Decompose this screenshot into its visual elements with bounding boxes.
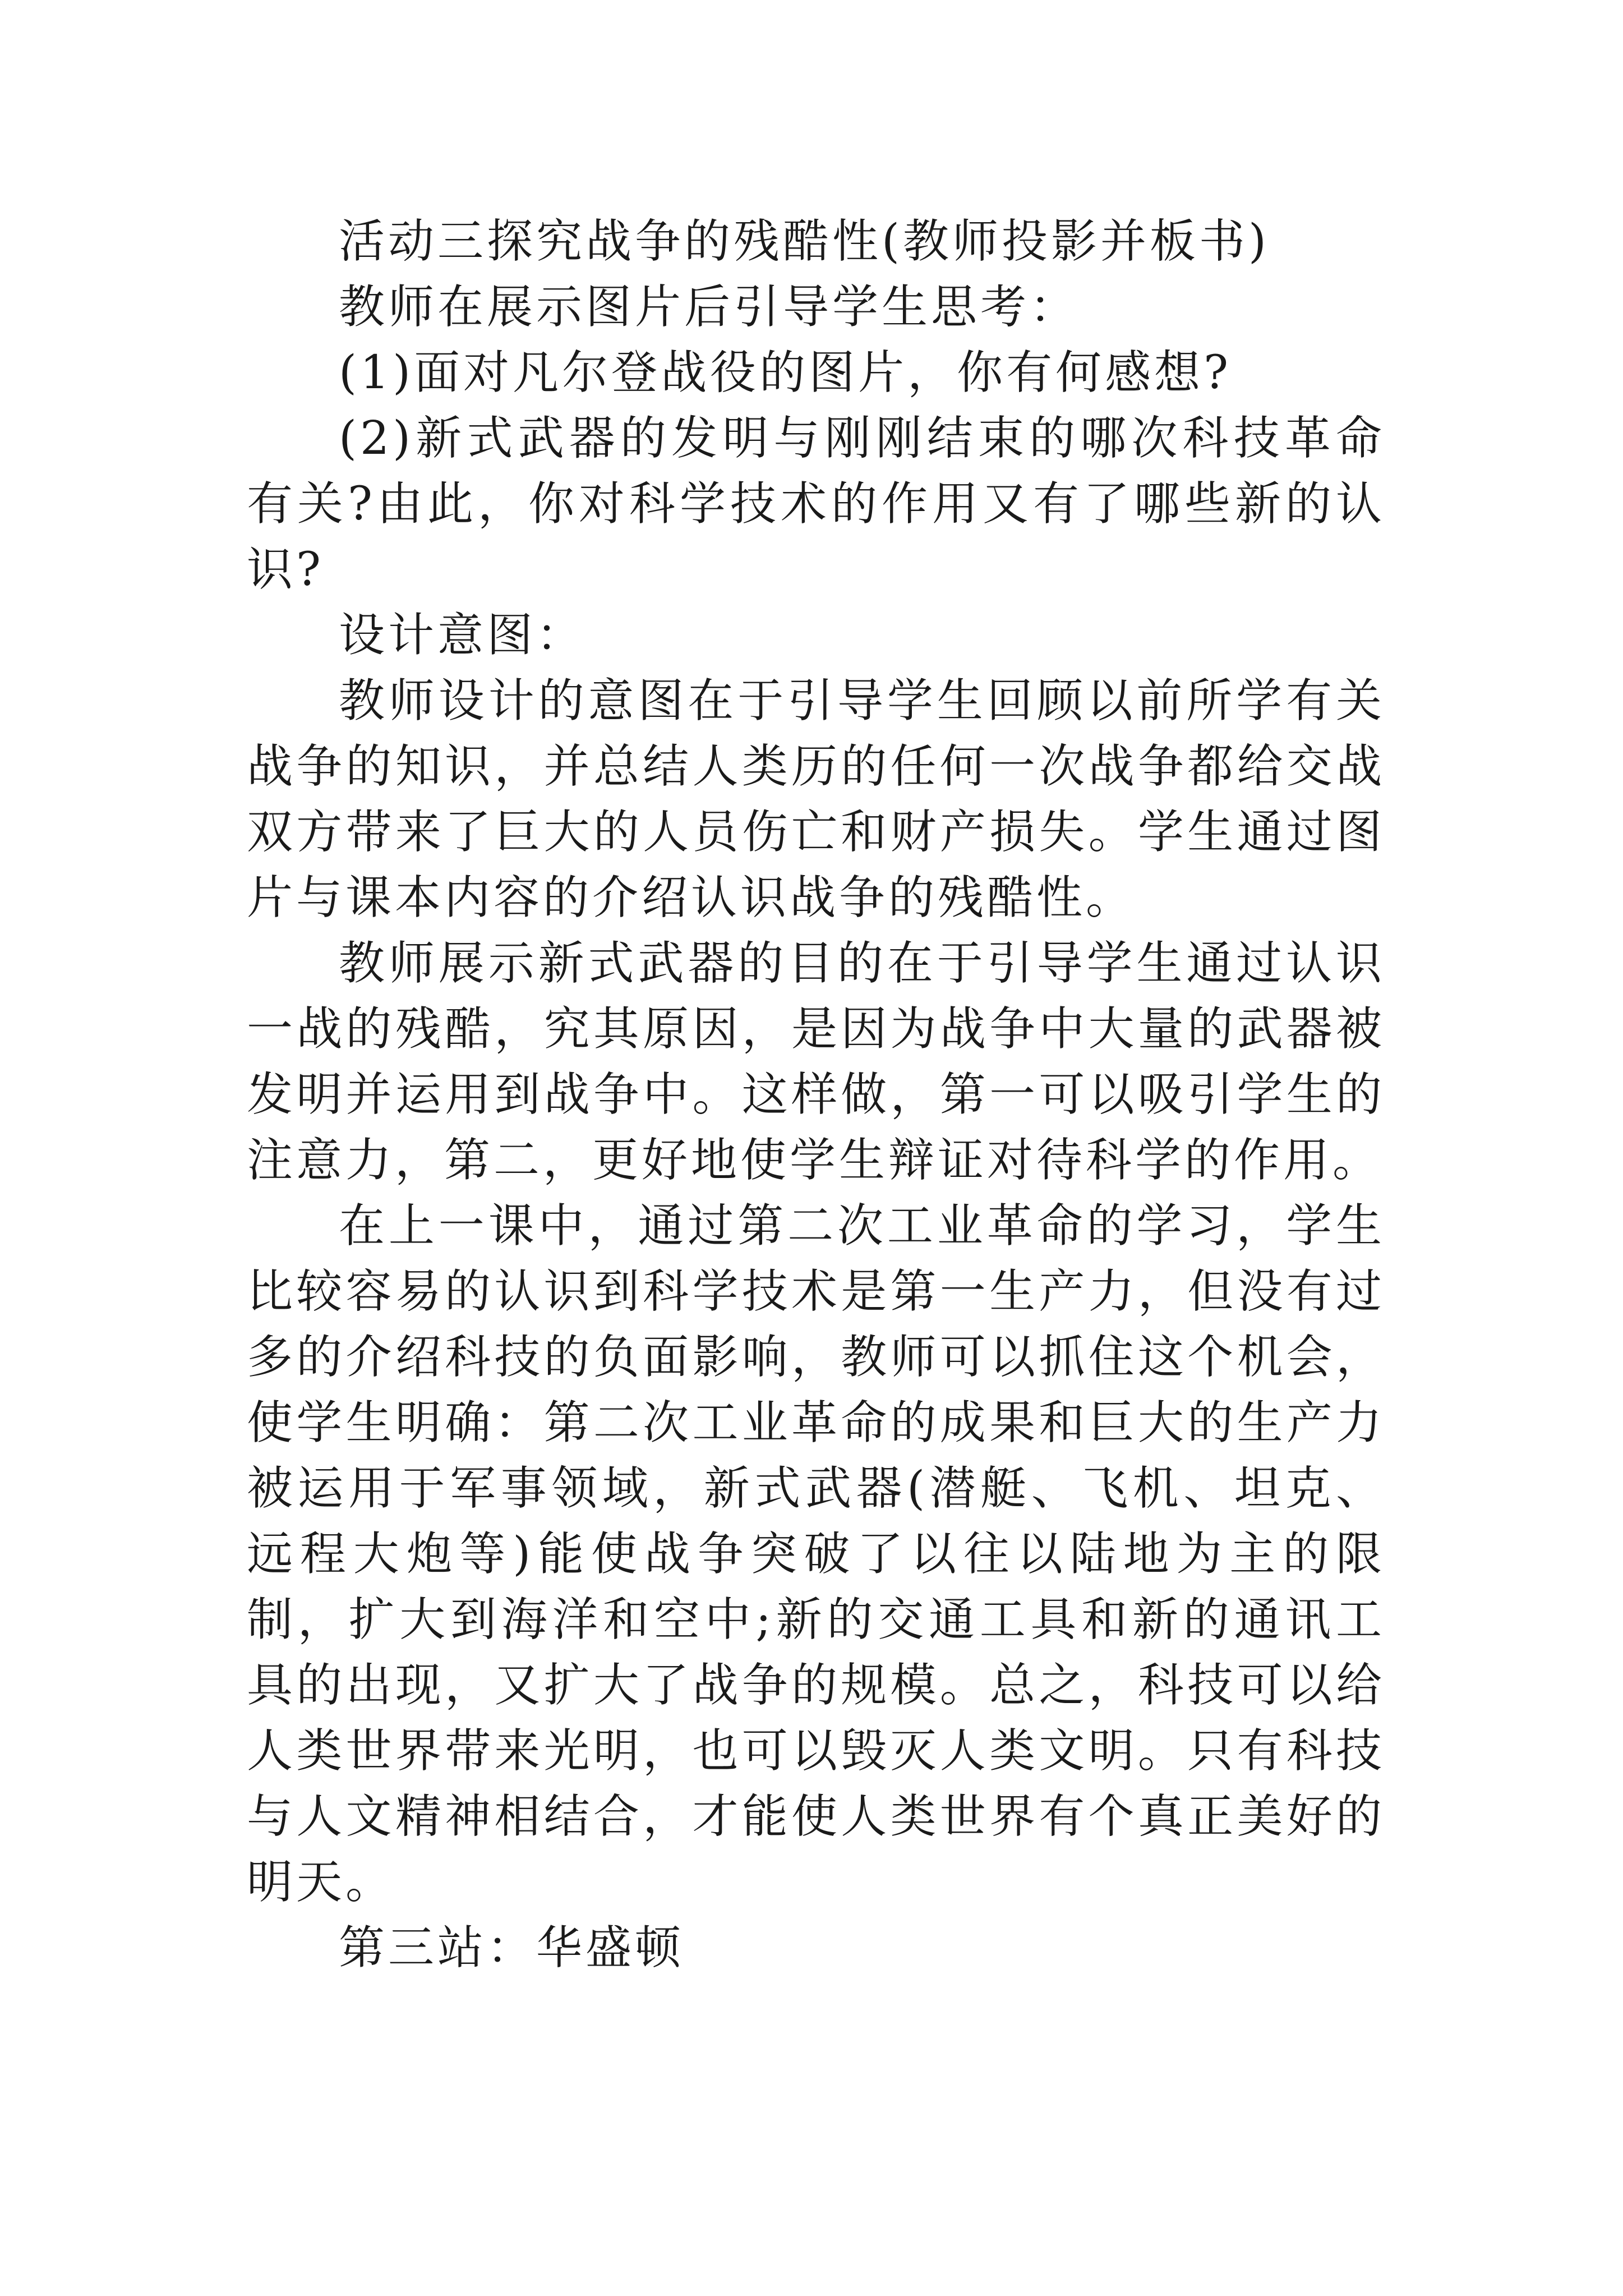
document-body [247, 209, 1385, 1981]
paragraph-design-intent-2: 教师展示新式武器的目的在于引导学生通过认识一战的残酷，究其原因，是因为战争中大量的武器被发明并运用到战争中。这样做，第一可以吸引学生的注意力，第二，更好地使学生辩证对待科学的作用。 [247, 937, 1385, 1187]
paragraph-activity-heading: 活动三探究战争的残酷性(教师投影并板书) [339, 215, 1270, 268]
paragraph-question-2: (2)新式武器的发明与刚刚结束的哪次科技革命有关?由此，你对科学技术的作用又有了哪些新的认识? [247, 412, 1385, 596]
paragraph-question-1: (1)面对凡尔登战役的图片，你有何感想? [339, 346, 1232, 399]
paragraph-third-stop: 第三站：华盛顿 [339, 1921, 685, 1975]
paragraph-design-intent-1: 教师设计的意图在于引导学生回顾以前所学有关战争的知识，并总结人类历的任何一次战争都给交战双方带来了巨大的人员伤亡和财产损失。学生通过图片与课本内容的介绍认识战争的残酷性。 [247, 674, 1385, 924]
paragraph-design-intent-heading: 设计意图： [339, 609, 586, 662]
paragraph-design-intent-3: 在上一课中，通过第二次工业革命的学习，学生比较容易的认识到科学技术是第一生产力，但没有过多的介绍科技的负面影响，教师可以抓住这个机会，使学生明确：第二次工业革命的成果和巨大的生产力被运用于军事领域，新式武器(潜艇、飞机、坦克、远程大炮等)能使战争突破了以往以陆地为主的限制，扩大到海洋和空中;新的交通工具和新的通讯工具的出现，又扩大了战争的规模。总之，科技可以给人类世界带来光明，也可以毁灭人类文明。只有科技与人文精神相结合，才能使人类世界有个真正美好的明天。 [247, 1199, 1385, 1909]
paragraph-teacher-guide: 教师在展示图片后引导学生思考： [339, 280, 1080, 334]
